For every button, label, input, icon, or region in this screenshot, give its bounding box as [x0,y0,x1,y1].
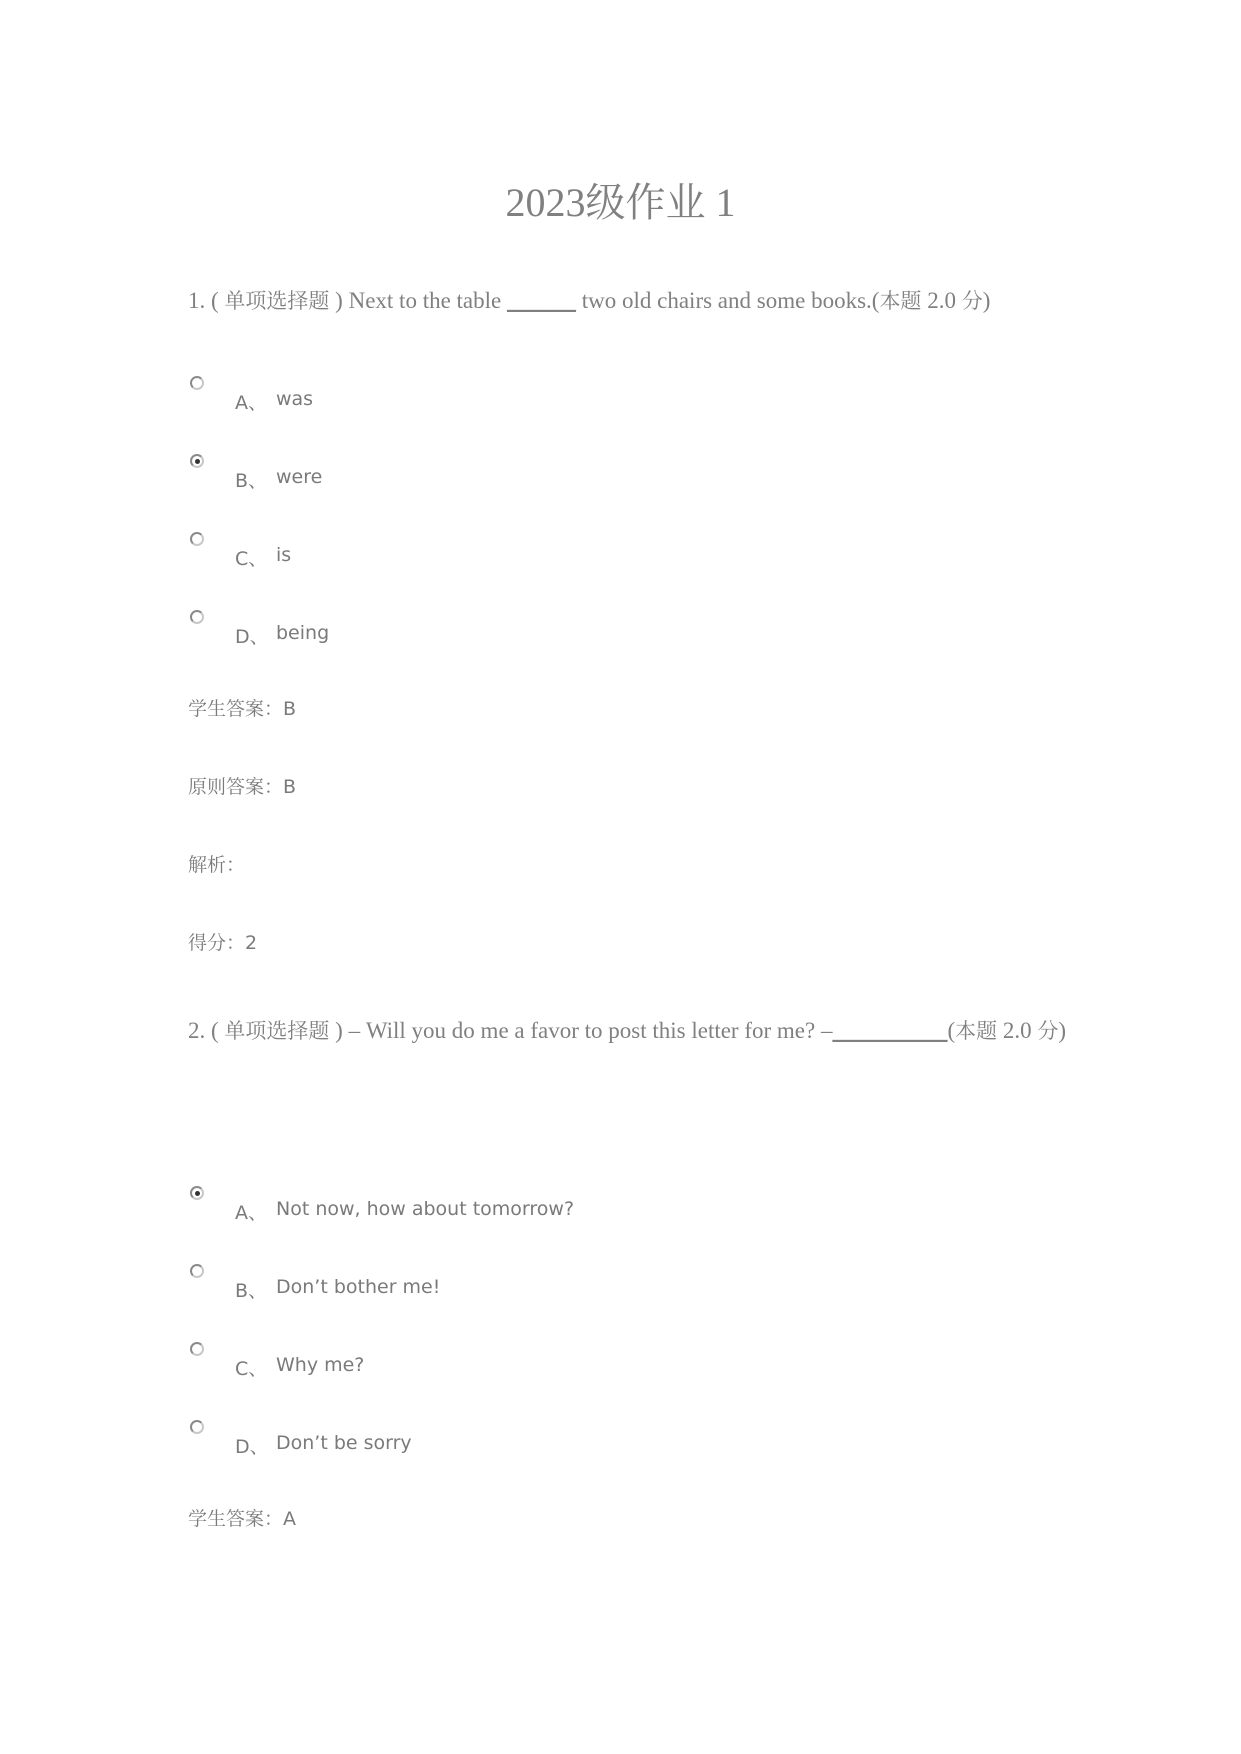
question-type-open: ( [211,1018,219,1043]
student-answer: 学生答案：B [188,698,297,720]
question-1-stem [188,262,1068,340]
answer-blank: __________ [832,1018,948,1043]
question-type: 单项选择题 [224,289,330,313]
option-letter: D、 [235,626,269,648]
score-label: 本题 [955,1019,998,1043]
score-value: 2.0 [927,288,956,313]
option-text: was [276,388,314,410]
option-b[interactable] [190,1264,890,1304]
option-a[interactable] [190,1186,890,1226]
option-c[interactable] [190,1342,890,1382]
radio-icon[interactable] [190,610,204,624]
option-d[interactable] [190,610,890,650]
question-2-stem [188,992,1068,1070]
question-number: 2. [188,1018,206,1043]
option-letter: C、 [235,1358,268,1380]
analysis: 解析： [188,854,246,876]
radio-icon[interactable] [190,376,204,390]
question-type-close: ) [335,288,343,313]
option-text: were [276,466,323,488]
radio-selected-icon[interactable] [190,1186,204,1200]
option-letter: A、 [235,392,267,414]
radio-selected-icon[interactable] [190,454,204,468]
option-b[interactable] [190,454,890,494]
score-value: 2.0 [1002,1018,1032,1043]
answer-blank: ______ [507,288,576,313]
question-text-after: ( [947,1018,956,1043]
option-text: Don’t bother me! [276,1276,441,1298]
score-unit: 分 [961,289,983,313]
option-text: Not now, how about tomorrow? [276,1198,575,1220]
option-text: being [276,622,330,644]
question-text-before: – Will you do me a favor to post this letter for me? – [348,1018,833,1043]
option-letter: B、 [235,1280,268,1302]
option-letter: A、 [235,1202,267,1224]
question-type: 单项选择题 [224,1019,330,1043]
radio-icon[interactable] [190,1264,204,1278]
score-unit: 分 [1037,1019,1059,1043]
question-text-after: two old chairs and some books.( [581,288,880,313]
correct-answer: 原则答案：B [188,776,297,798]
option-a[interactable] [190,376,890,416]
question-type-close: ) [335,1018,343,1043]
option-letter: D、 [235,1436,269,1458]
option-letter: B、 [235,470,268,492]
option-letter: C、 [235,548,268,570]
question-text-before: Next to the table [348,288,502,313]
student-answer: 学生答案：A [188,1508,296,1530]
question-number: 1. [188,288,206,313]
option-text: Don’t be sorry [276,1432,412,1454]
option-text: is [276,544,292,566]
question-type-open: ( [211,288,219,313]
option-d[interactable] [190,1420,890,1460]
score-label: 本题 [879,289,922,313]
radio-icon[interactable] [190,532,204,546]
page-title: 2023级作业 1 [505,180,736,225]
radio-icon[interactable] [190,1420,204,1434]
option-c[interactable] [190,532,890,572]
score-close: ) [1058,1018,1067,1043]
option-text: Why me? [276,1354,365,1376]
score-close: ) [982,288,991,313]
radio-icon[interactable] [190,1342,204,1356]
score: 得分：2 [188,932,258,954]
